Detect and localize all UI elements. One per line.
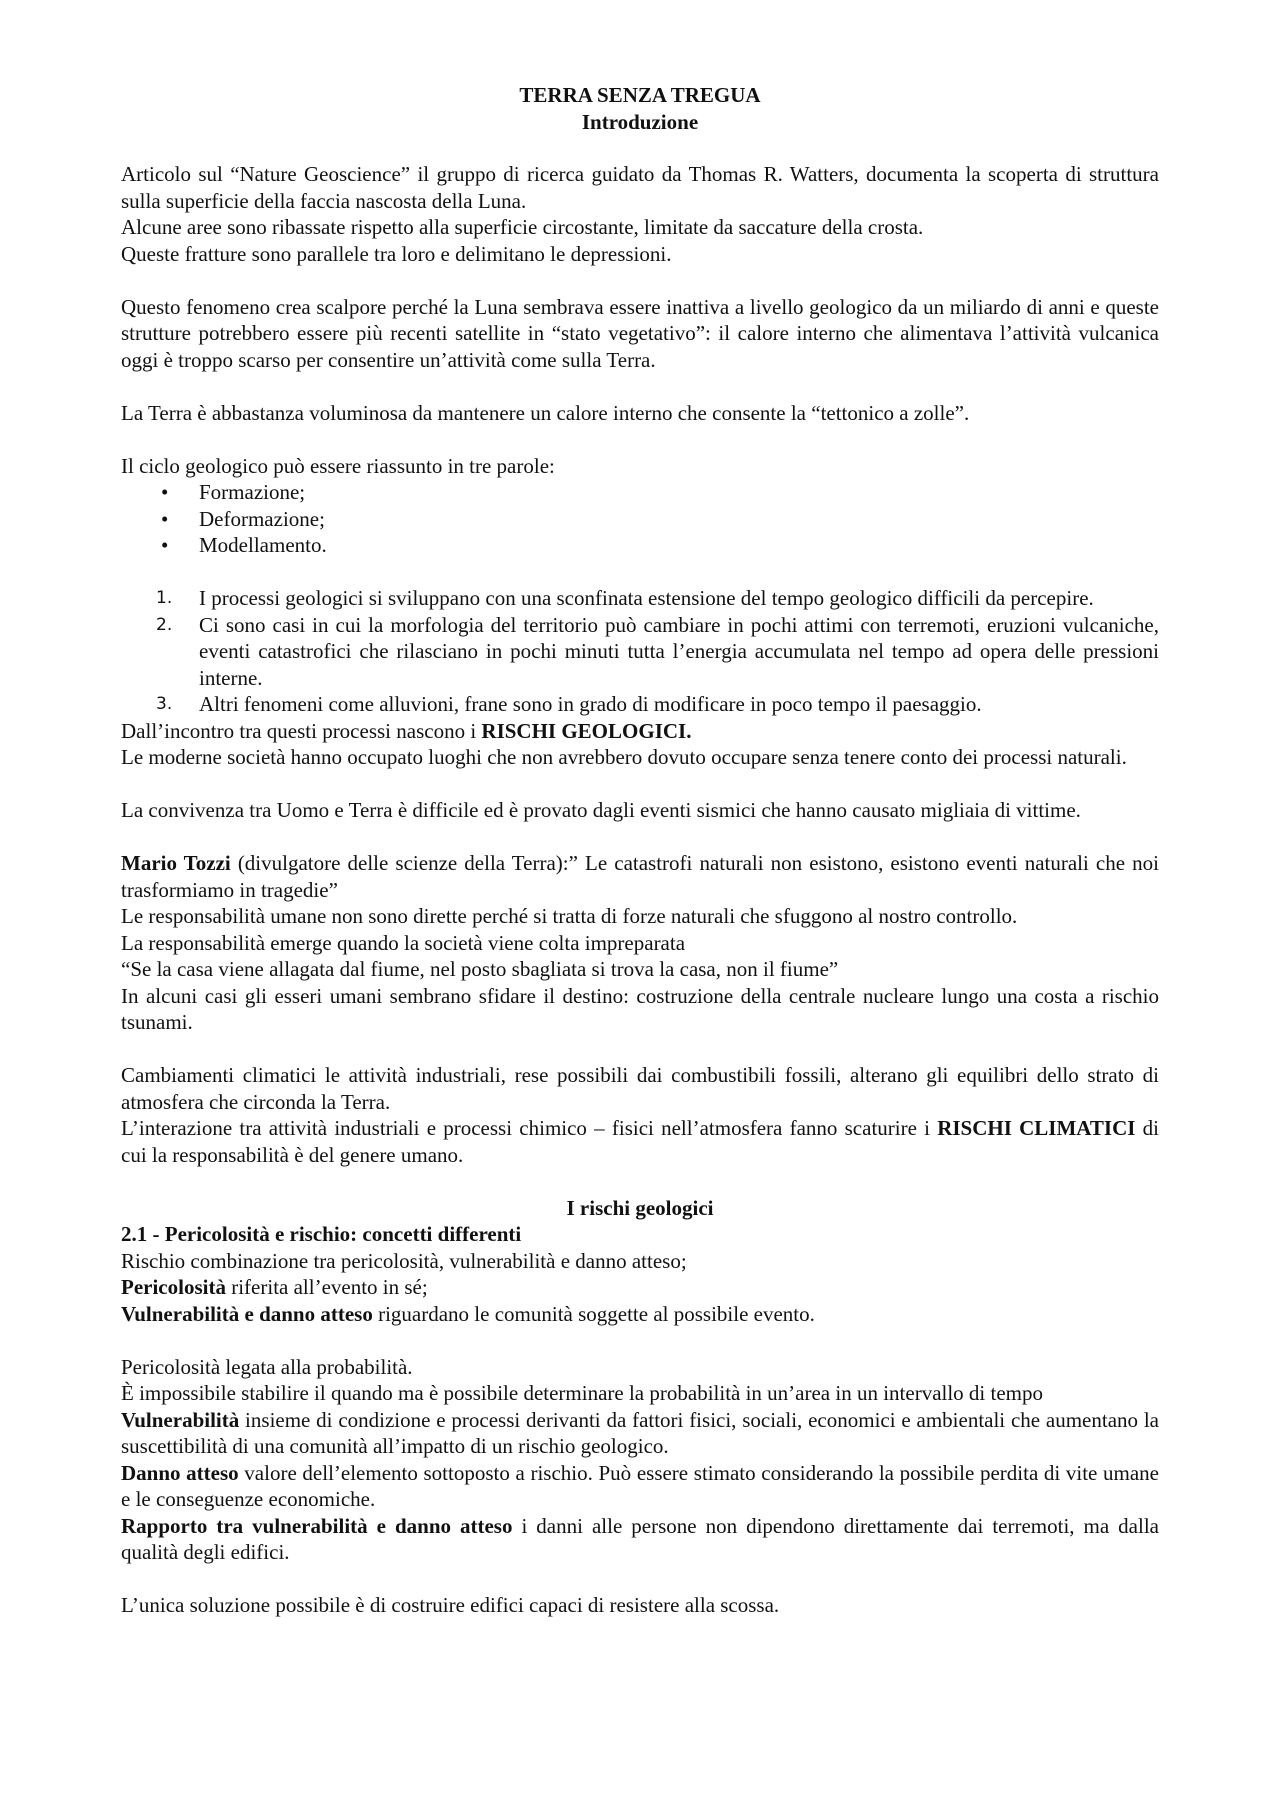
list-item: 1. I processi geologici si sviluppano con una sconfinata estensione del tempo geologico difficili da percepire. xyxy=(156,586,1094,610)
intro-paragraph-1: Articolo sul “Nature Geoscience” il gruppo di ricerca guidato da Thomas R. Watters, documenta la scoperta di struttura sulla superficie della faccia nascosta della Luna. xyxy=(121,162,1159,213)
final-paragraph: L’unica soluzione possibile è di costruire edifici capaci di resistere alla scossa. xyxy=(121,1593,780,1617)
list-item: • Deformazione; xyxy=(161,506,325,531)
risks-lead: Dall’incontro tra questi processi nascono i RISCHI GEOLOGICI. xyxy=(121,718,692,743)
risks-paragraph-2: La convivenza tra Uomo e Terra è difficile ed è provato dagli eventi sismici che hanno causato migliaia di vittime. xyxy=(121,798,1081,822)
bullet-mark: • xyxy=(161,533,169,557)
definition-vulnerabilita-danno: Vulnerabilità e danno atteso riguardano le comunità soggette al possibile evento. xyxy=(121,1301,815,1326)
list-number: 3. xyxy=(156,694,173,714)
tozzi-paragraph-2: La responsabilità emerge quando la società viene colta impreparata xyxy=(121,930,686,955)
intro-paragraph-6: Il ciclo geologico può essere riassunto in tre parole: xyxy=(121,453,555,478)
probability-paragraph: Pericolosità legata alla probabilità. xyxy=(121,1354,413,1379)
list-item: • Formazione; xyxy=(161,480,306,504)
tozzi-name: Mario Tozzi xyxy=(121,851,231,875)
definition-danno-atteso: Danno atteso valore dell’elemento sottoposto a rischio. Può essere stimato considerando la possibile perdita di vite umane e le conseguenze economiche. xyxy=(121,1460,1159,1511)
climate-highlight: RISCHI CLIMATICI xyxy=(937,1116,1136,1140)
definition-rapporto: Rapporto tra vulnerabilità e danno atteso i danni alle persone non dipendono direttamente dai terremoti, ma dalla qualità degli edifici. xyxy=(121,1513,1159,1564)
intro-paragraph-4: Questo fenomeno crea scalpore perché la Luna sembrava essere inattiva a livello geologico da un miliardo di anni e queste strutture potrebbero essere più recenti satellite in “stato vegetativo”: il calore interno che alimentava l’attività vulcanica oggi è troppo scarso per consentire un’attività come sulla Terra. xyxy=(121,294,1159,372)
bullet-list xyxy=(121,479,1159,559)
risks-highlight: RISCHI GEOLOGICI. xyxy=(481,718,692,743)
definition-vulnerabilita: Vulnerabilità insieme di condizione e processi derivanti da fattori fisici, sociali, economici e ambientali che aumentano la suscettibilità di una comunità all’impatto di un rischio geologico. xyxy=(121,1407,1159,1458)
list-item: 2. Ci sono casi in cui la morfologia del territorio può cambiare in pochi attimi con terremoti, eruzioni vulcaniche, eventi catastrofici che rilasciano in pochi minuti tutta l’energia accumulata nel tempo ad opera delle pressioni interne. xyxy=(156,612,1159,690)
tozzi-paragraph-1: Le responsabilità umane non sono dirette perché si tratta di forze naturali che sfuggono al nostro controllo. xyxy=(121,904,1018,928)
risks-paragraph-1: Le moderne società hanno occupato luoghi che non avrebbero dovuto occupare senza tenere conto dei processi naturali. xyxy=(121,745,1127,769)
list-number: 2. xyxy=(156,614,173,635)
document-subtitle: Introduzione xyxy=(581,109,699,134)
tozzi-quote: Mario Tozzi (divulgatore delle scienze della Terra):” Le catastrofi naturali non esistono, esistono eventi naturali che noi trasformiamo in tragedie” xyxy=(121,851,1159,902)
list-item: 3. Altri fenomeni come alluvioni, frane sono in grado di modificare in poco tempo il paesaggio. xyxy=(156,692,982,716)
bullet-mark: • xyxy=(161,506,169,531)
intro-paragraph-2: Alcune aree sono ribassate rispetto alla superficie circostante, limitate da saccature della crosta. xyxy=(121,215,924,239)
document-title: TERRA SENZA TREGUA xyxy=(519,83,761,107)
section-subheading: 2.1 - Pericolosità e rischio: concetti differenti xyxy=(121,1222,522,1246)
climate-paragraph-2: L’interazione tra attività industriali e processi chimico – fisici nell’atmosfera fanno scaturire i RISCHI CLIMATICI di cui la responsabilità è del genere umano. xyxy=(121,1116,1159,1167)
numbered-list xyxy=(121,585,1159,718)
intro-paragraph-3: Queste fratture sono parallele tra loro e delimitano le depressioni. xyxy=(121,241,672,266)
tozzi-paragraph-3: “Se la casa viene allagata dal fiume, nel posto sbagliata si trova la casa, non il fiume” xyxy=(121,957,839,981)
climate-paragraph-1: Cambiamenti climatici le attività industriali, rese possibili dai combustibili fossili, alterano gli equilibri dello strato di atmosfera che circonda la Terra. xyxy=(121,1063,1159,1114)
bullet-mark: • xyxy=(161,480,169,504)
section-heading: I rischi geologici xyxy=(566,1195,714,1220)
definition-rischio: Rischio combinazione tra pericolosità, vulnerabilità e danno atteso; xyxy=(121,1248,687,1273)
list-item: • Modellamento. xyxy=(161,533,327,557)
tozzi-paragraph-4: In alcuni casi gli esseri umani sembrano sfidare il destino: costruzione della centrale nucleare lungo una costa a rischio tsunami. xyxy=(121,983,1159,1034)
definition-pericolosita: Pericolosità riferita all’evento in sé; xyxy=(121,1275,428,1299)
impossibility-paragraph: È impossibile stabilire il quando ma è possibile determinare la probabilità in un’area in un intervallo di tempo xyxy=(121,1381,1044,1405)
list-number: 1. xyxy=(156,588,173,608)
intro-paragraph-5: La Terra è abbastanza voluminosa da mantenere un calore interno che consente la “tettonico a zolle”. xyxy=(121,400,970,425)
